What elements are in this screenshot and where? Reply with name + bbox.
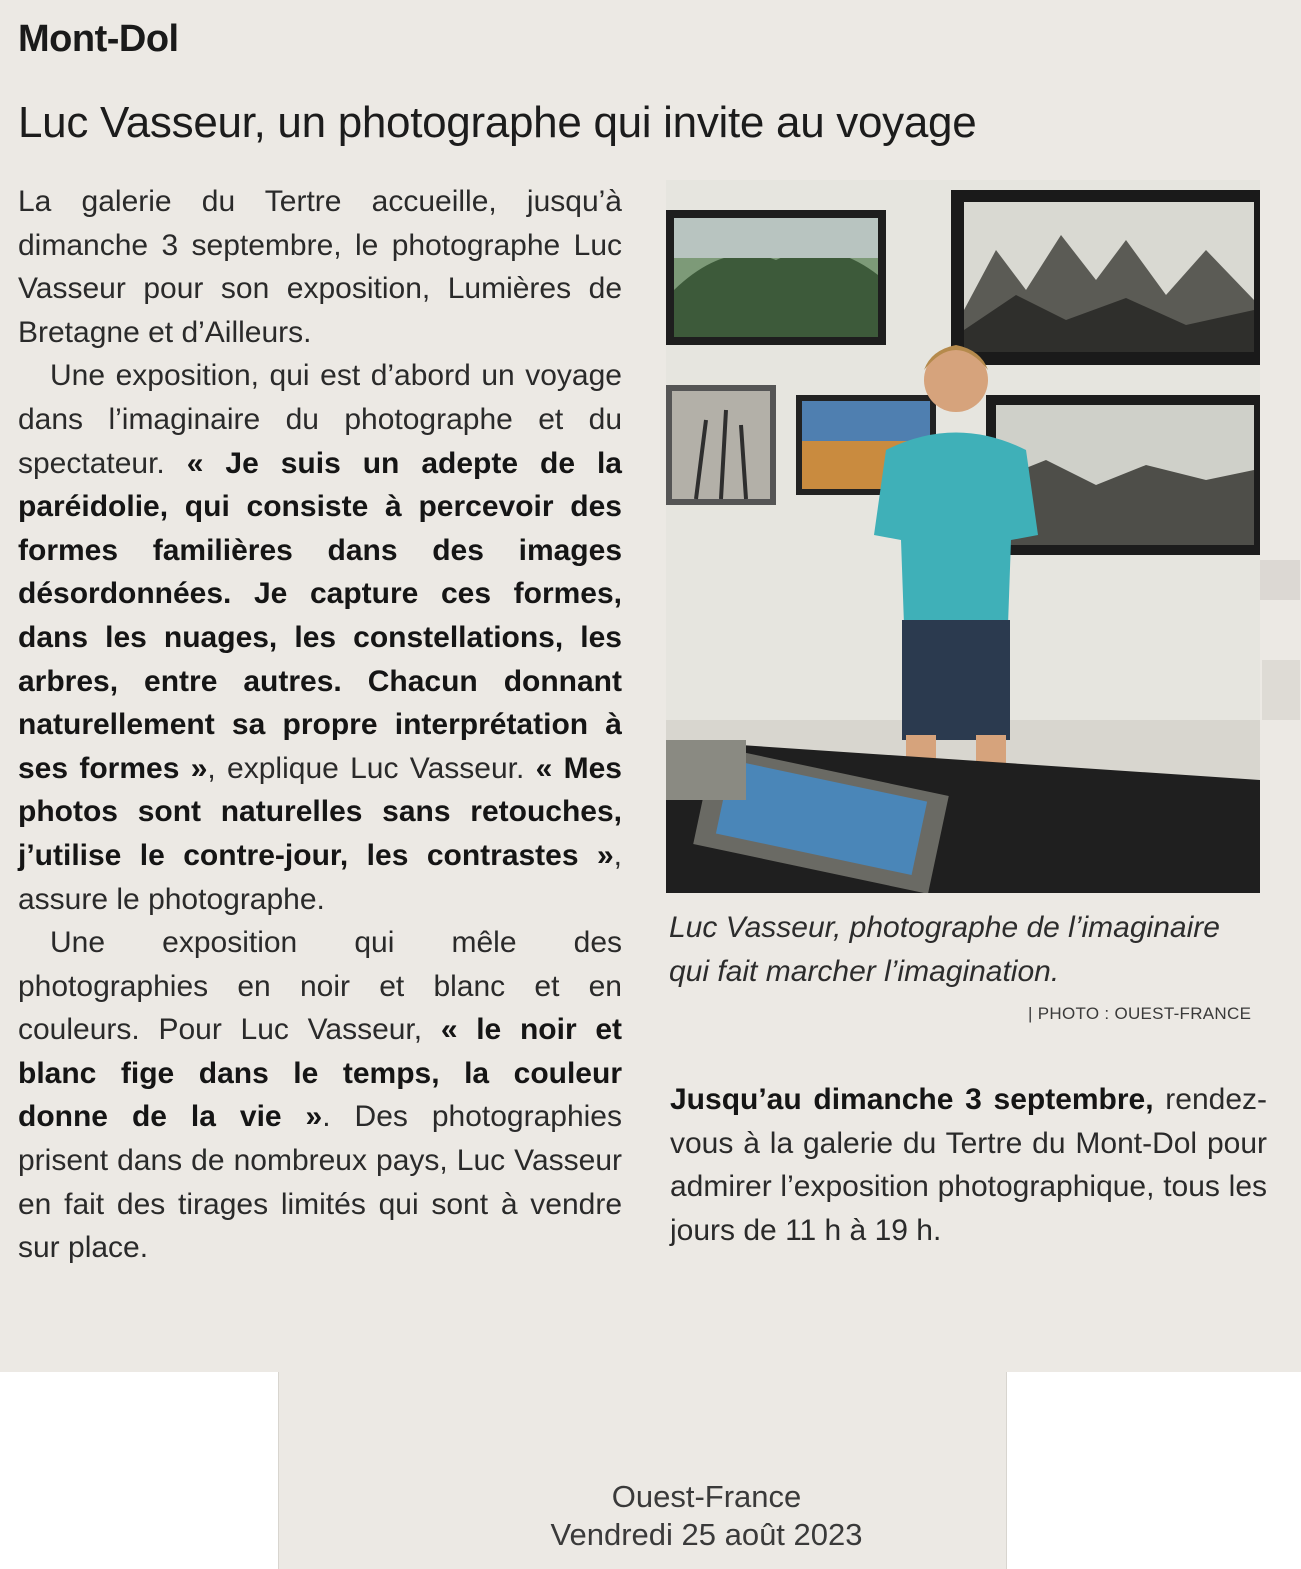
publication-date: Vendredi 25 août 2023: [550, 1517, 863, 1552]
practical-info-text: rendez-vous à la galerie du Tertre du Mont-Dol pour admirer l’exposition photographique, tous les jours de 11 h à 19 h.: [670, 1083, 1267, 1247]
quote-text: « Mes photos sont naturelles sans retouches, j’utilise le contre-jour, les contrastes »: [18, 751, 622, 872]
body-text: Une exposition qui mêle des photographies en noir et blanc et en couleurs. Pour Luc Vasseur,: [18, 926, 622, 1047]
article-photo: [666, 180, 1260, 893]
article-headline: Luc Vasseur, un photographe qui invite au voyage: [18, 98, 977, 147]
body-text: , assure le photographe.: [18, 838, 622, 916]
quote-text: « le noir et blanc fige dans le temps, la couleur donne de la vie »: [18, 1013, 622, 1134]
locality-heading: Mont-Dol: [18, 18, 179, 60]
article-body: [18, 180, 622, 1270]
body-text: . Des photographies prisent dans de nombreux pays, Luc Vasseur en fait des tirages limités qui sont à vendre sur place.: [18, 1100, 622, 1265]
quote-text: « Je suis un adepte de la paréidolie, qui consiste à percevoir des formes familières dans des images désordonnées. Je capture ces formes, dans les nuages, les constellations, les arbres, entre autres. Chacun donnant naturellement sa propre interprétation à ses formes »: [18, 446, 622, 785]
body-text: La galerie du Tertre accueille, jusqu’à dimanche 3 septembre, le photographe Luc Vasseur pour son exposition, Lumières de Bretagne et d’Ailleurs.: [18, 185, 622, 349]
publication-name: Ouest-France: [611, 1479, 802, 1514]
photo-credit: | PHOTO : OUEST-FRANCE: [1028, 1004, 1252, 1023]
photo-caption: Luc Vasseur, photographe de l’imaginaire qui fait marcher l’imagination.: [669, 911, 1220, 988]
article-paragraph: [18, 354, 622, 921]
body-text: , explique Luc Vasseur.: [207, 751, 536, 785]
adjacent-column-remnant: [1262, 660, 1300, 720]
practical-info: [670, 1078, 1267, 1252]
practical-info-lead: Jusqu’au dimanche 3 septembre,: [670, 1083, 1154, 1116]
photo-illustration: [666, 180, 1260, 893]
body-text: Une exposition, qui est d’abord un voyage dans l’imaginaire du photographe et du spectateur.: [18, 359, 622, 480]
article-paragraph: [18, 180, 622, 354]
source-footer: [278, 1478, 1005, 1554]
article-paragraph: [18, 921, 622, 1270]
